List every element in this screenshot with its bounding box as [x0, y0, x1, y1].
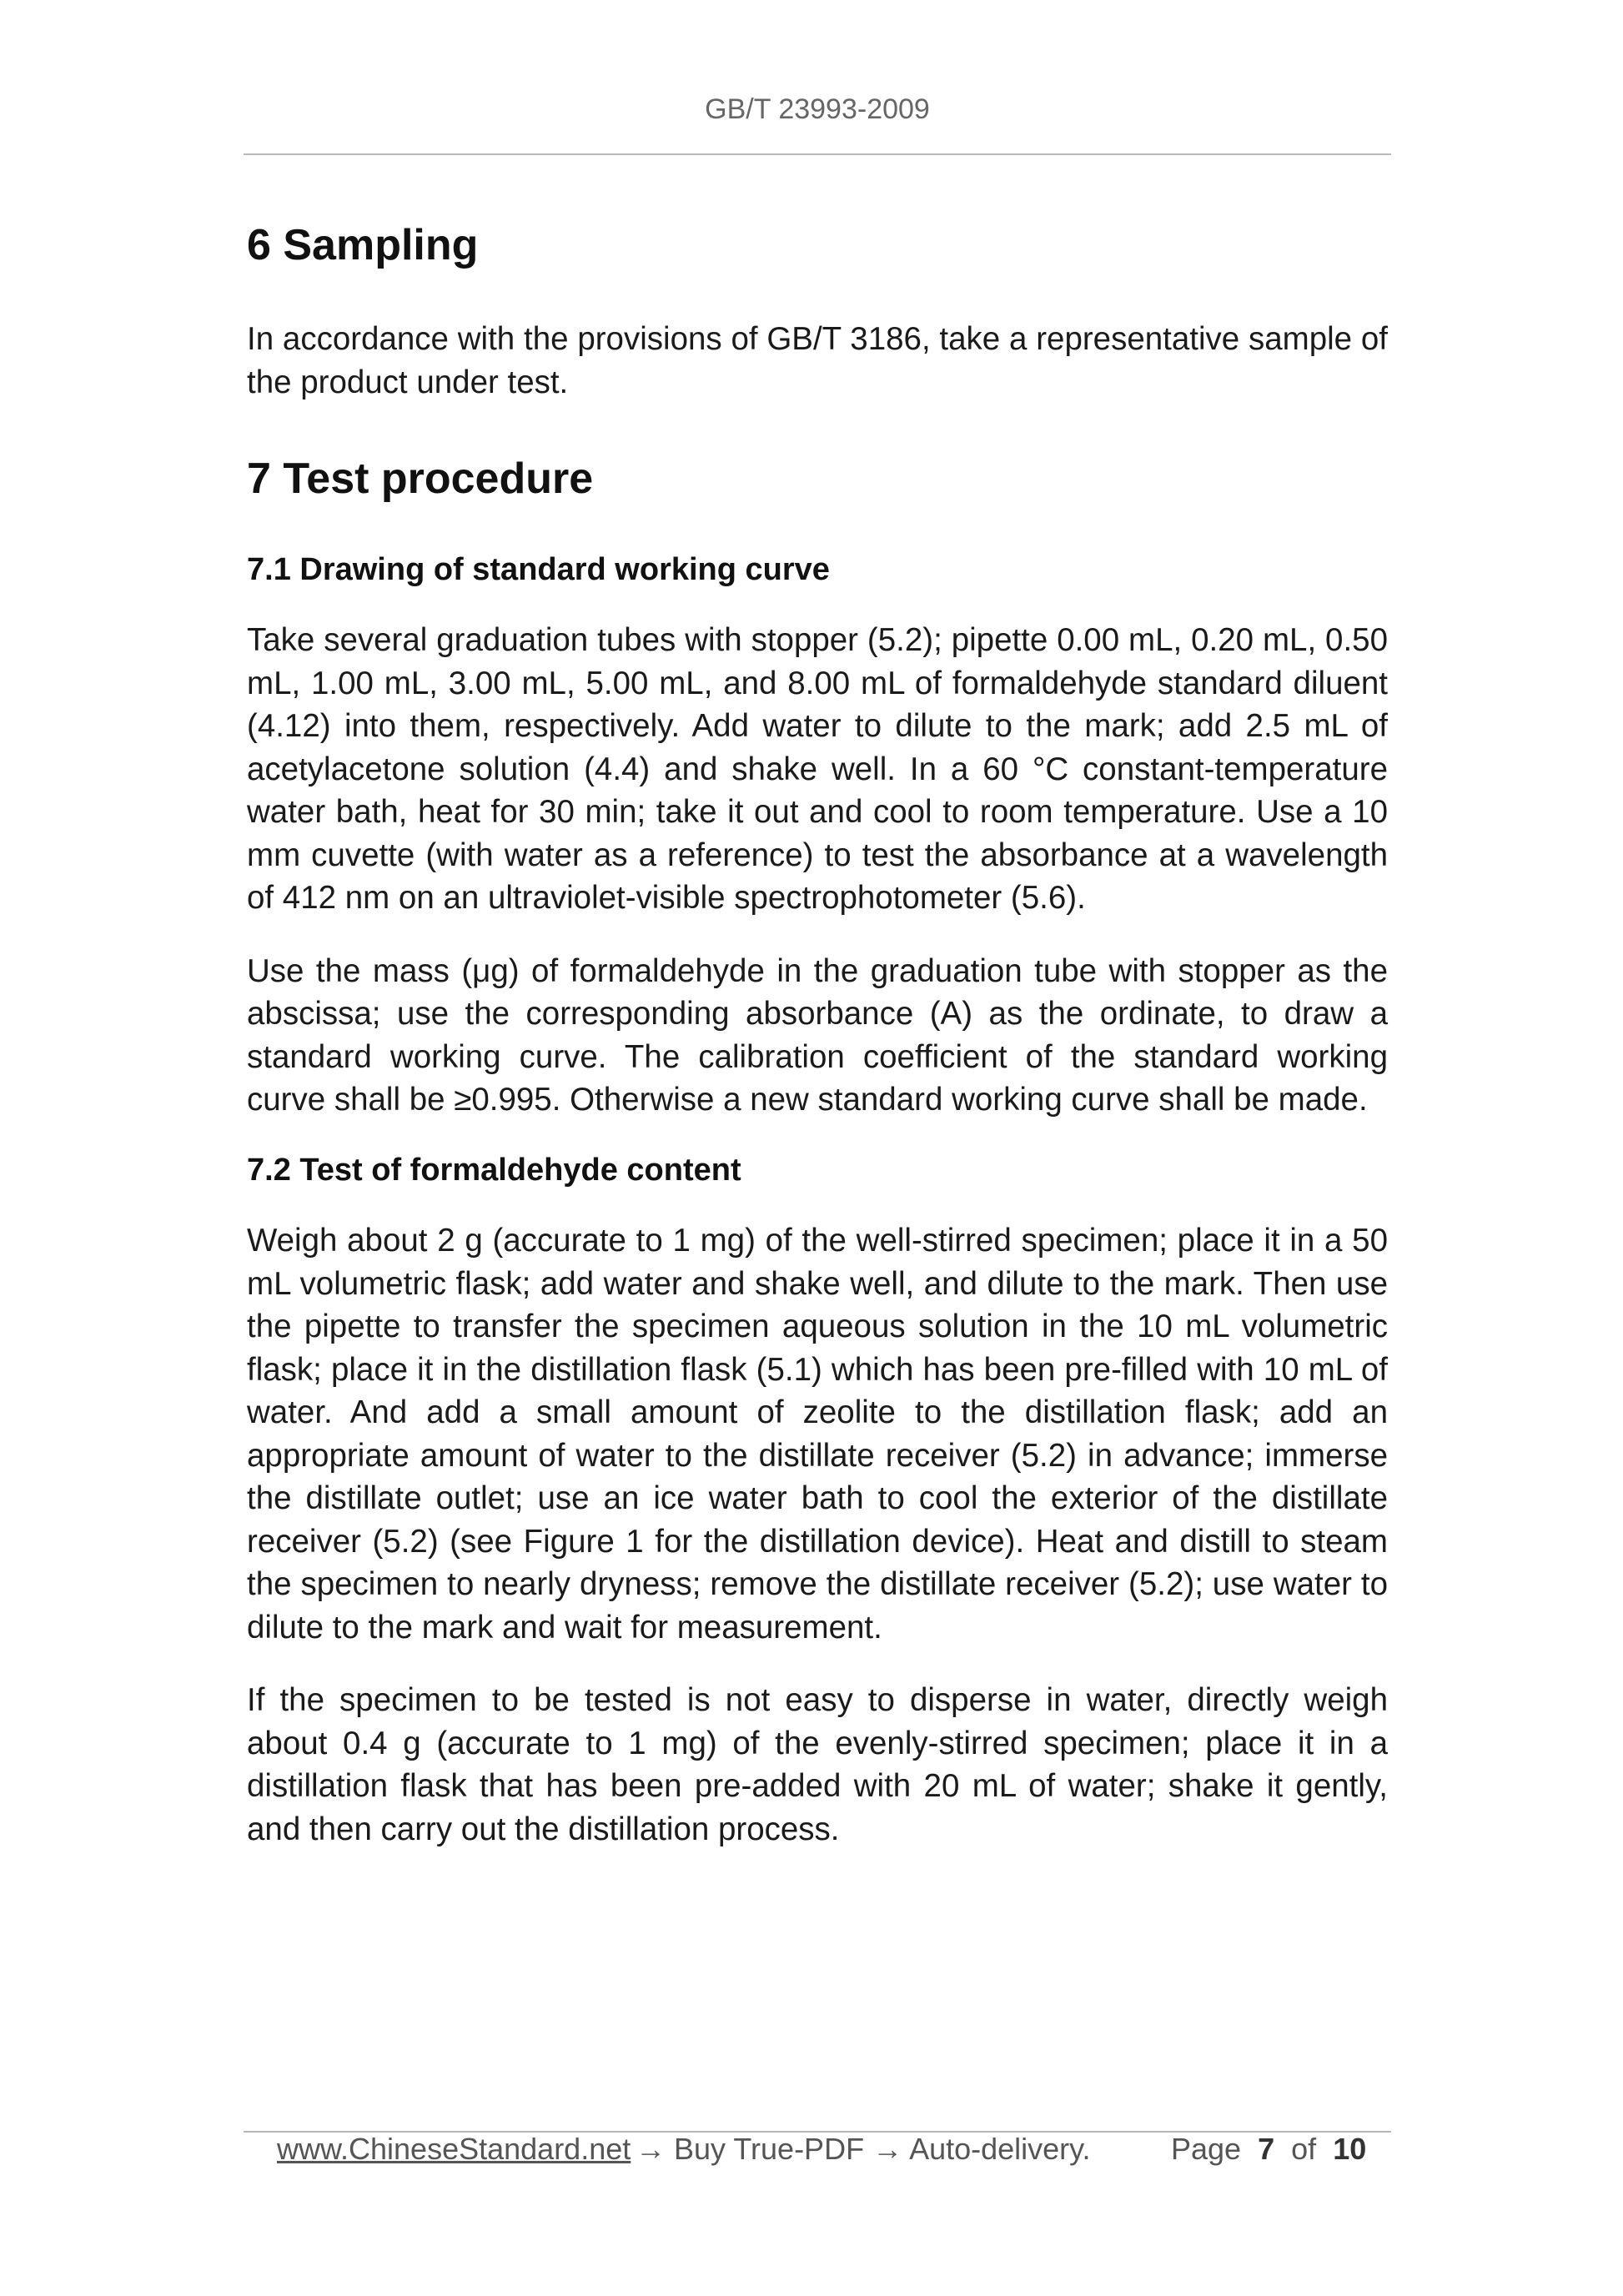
footer-site-link[interactable]: www.ChineseStandard.net — [277, 2132, 631, 2166]
header-rule — [244, 153, 1391, 155]
of-word: of — [1291, 2132, 1317, 2166]
section-7-1-paragraph-2: Use the mass (μg) of formaldehyde in the graduation tube with stopper as the abscissa; use the corresponding absorbance (A) as the ordinate, to draw a standard working curve. The calibration coefficient of the standard working curve shall be ≥0.995. Otherwise a new standard working curve shall be made. — [247, 952, 1388, 1118]
footer-promo-text: → Buy True-PDF → Auto-delivery. — [636, 2132, 1091, 2166]
page-number: 7 — [1258, 2132, 1275, 2166]
page-total: 10 — [1333, 2132, 1367, 2166]
section-6-paragraph: In accordance with the provisions of GB/T 3186, take a representative sample of the product under test. — [247, 321, 1388, 400]
section-6-title: 6 Sampling — [247, 221, 479, 269]
section-7-2-title: 7.2 Test of formaldehyde content — [247, 1152, 741, 1188]
section-7-1-title: 7.1 Drawing of standard working curve — [247, 552, 830, 587]
header-doc-id: GB/T 23993-2009 — [705, 93, 930, 125]
section-7-1-paragraph-1: Take several graduation tubes with stopper (5.2); pipette 0.00 mL, 0.20 mL, 0.50 mL, 1.00 mL, 3.00 mL, 5.00 mL, and 8.00 mL of formaldehyde standard diluent (4.12) into them, respectively. Add water to dilute to the mark; add 2.5 mL of acetylacetone solution (4.4) and shake well. In a 60 °C constant-temperature water bath, heat for 30 min; take it out and cool to room temperature. Use a 10 mm cuvette (with water as a reference) to test the absorbance at a wavelength of 412 nm on an ultraviolet-visible spectrophotometer (5.6). — [247, 622, 1388, 917]
page-word: Page — [1171, 2132, 1242, 2166]
section-7-2-paragraph-2: If the specimen to be tested is not easy to disperse in water, directly weigh about 0.4 g (accurate to 1 mg) of the evenly-stirred specimen; place it in a distillation flask that has been pre-added with 20 mL of water; shake it gently, and then carry out the distillation process. — [247, 1682, 1388, 1847]
section-7-title: 7 Test procedure — [247, 455, 594, 503]
section-7-2-paragraph-1: Weigh about 2 g (accurate to 1 mg) of the well-stirred specimen; place it in a 50 mL volumetric flask; add water and shake well, and dilute to the mark. Then use the pipette to transfer the specimen aqueous solution in the 10 mL volumetric flask; place it in the distillation flask (5.1) which has been pre-filled with 10 mL of water. And add a small amount of zeolite to the distillation flask; add an appropriate amount of water to the distillate receiver (5.2) in advance; immerse the distillate outlet; use an ice water bath to cool the exterior of the distillate receiver (5.2) (see Figure 1 for the distillation device). Heat and distill to steam the specimen to nearly dryness; remove the distillate receiver (5.2); use water to dilute to the mark and wait for measurement. — [247, 1223, 1388, 1645]
footer-page-indicator — [1171, 2132, 1366, 2167]
main-content — [247, 219, 1388, 1851]
